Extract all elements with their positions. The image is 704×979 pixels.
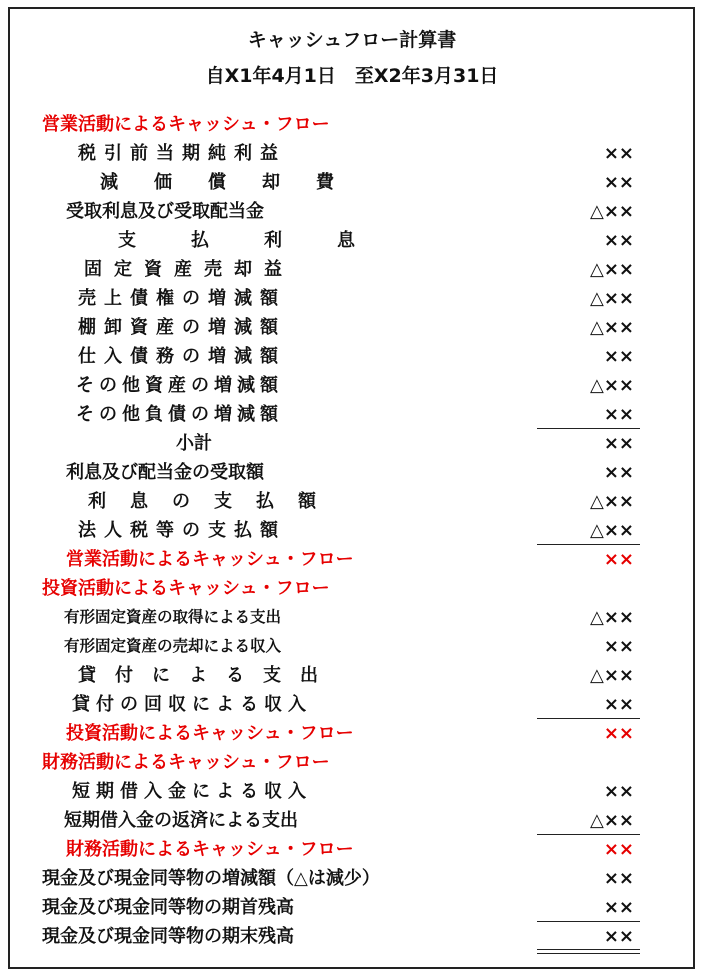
row-label: 利息及び配当金の受取額 [66, 462, 264, 483]
row-value: ×× [603, 143, 634, 164]
row-value: △×× [589, 607, 634, 628]
table-row [0, 603, 704, 632]
table-row [0, 371, 704, 400]
row-label: 減価償却費 [100, 172, 370, 193]
section-total-financing [0, 835, 704, 864]
statement-title: キャッシュフロー計算書 [247, 29, 457, 51]
row-value: ×× [603, 462, 634, 483]
table-row [0, 400, 704, 429]
row-label: 小計 [176, 433, 212, 454]
row-label: 財務活動によるキャッシュ・フロー [66, 839, 354, 860]
row-value: △×× [589, 491, 634, 512]
section-heading-financing [0, 748, 704, 777]
row-label: 固定資産売却益 [84, 259, 294, 280]
table-row-cash-closing [0, 922, 704, 951]
row-label: その他負債の増減額 [76, 404, 283, 425]
table-row [0, 806, 704, 835]
row-value: ×× [603, 723, 634, 744]
row-value: ×× [603, 839, 634, 860]
section-heading-investing [0, 574, 704, 603]
row-value: ×× [603, 230, 634, 251]
section-total-investing [0, 719, 704, 748]
statement-period: 自X1年4月1日 至X2年3月31日 [205, 65, 499, 87]
table-row [0, 168, 704, 197]
table-row [0, 284, 704, 313]
row-label: 有形固定資産の取得による支出 [64, 608, 282, 626]
table-row [0, 139, 704, 168]
row-label: 短期借入金の返済による支出 [64, 810, 298, 831]
row-label: 仕入債務の増減額 [78, 346, 286, 367]
row-label: 売上債権の増減額 [78, 288, 286, 309]
row-label: 税引前当期純利益 [78, 143, 286, 164]
table-row [0, 516, 704, 545]
row-value: ×× [603, 926, 634, 947]
row-value: ×× [603, 694, 634, 715]
row-label: 現金及び現金同等物の期首残高 [42, 897, 294, 918]
row-label: 有形固定資産の売却による収入 [64, 637, 282, 655]
row-label: 利息の支払額 [88, 491, 340, 512]
row-label: 法人税等の支払額 [78, 520, 286, 541]
row-value: ×× [603, 346, 634, 367]
table-row [0, 690, 704, 719]
table-row [0, 632, 704, 661]
section-heading-operating [0, 110, 704, 139]
table-row [0, 197, 704, 226]
grand-total-double-rule [537, 949, 640, 954]
row-value: △×× [589, 317, 634, 338]
table-row-cash-change [0, 864, 704, 893]
table-row [0, 226, 704, 255]
row-label: 貸付の回収による収入 [72, 694, 312, 715]
table-row [0, 342, 704, 371]
row-label: 現金及び現金同等物の期末残高 [42, 926, 294, 947]
row-value: ×× [603, 172, 634, 193]
row-label: 受取利息及び受取配当金 [66, 201, 264, 222]
row-value: ×× [603, 636, 634, 657]
row-label: 貸付による支出 [78, 665, 337, 686]
table-row [0, 777, 704, 806]
row-value: ×× [603, 433, 634, 454]
row-value: ×× [603, 897, 634, 918]
row-label: その他資産の増減額 [76, 375, 283, 396]
row-label: 現金及び現金同等物の増減額（△は減少） [42, 868, 380, 889]
table-row-subtotal [0, 429, 704, 458]
table-row-cash-opening [0, 893, 704, 922]
table-row [0, 255, 704, 284]
row-value: △×× [589, 665, 634, 686]
row-label: 財務活動によるキャッシュ・フロー [42, 752, 330, 773]
row-label: 投資活動によるキャッシュ・フロー [42, 578, 330, 599]
row-value: △×× [589, 201, 634, 222]
table-row [0, 487, 704, 516]
row-value: △×× [589, 810, 634, 831]
table-row [0, 313, 704, 342]
row-label: 支払利息 [118, 230, 410, 251]
section-total-operating [0, 545, 704, 574]
row-label: 営業活動によるキャッシュ・フロー [66, 549, 354, 570]
row-label: 棚卸資産の増減額 [78, 317, 286, 338]
row-label: 営業活動によるキャッシュ・フロー [42, 114, 330, 135]
table-row [0, 661, 704, 690]
row-value: ×× [603, 549, 634, 570]
table-row [0, 458, 704, 487]
row-value: △×× [589, 520, 634, 541]
row-value: △×× [589, 288, 634, 309]
row-label: 投資活動によるキャッシュ・フロー [66, 723, 354, 744]
row-value: △×× [589, 375, 634, 396]
row-value: ×× [603, 868, 634, 889]
row-value: △×× [589, 259, 634, 280]
row-value: ×× [603, 781, 634, 802]
row-value: ×× [603, 404, 634, 425]
row-label: 短期借入金による収入 [72, 781, 312, 802]
